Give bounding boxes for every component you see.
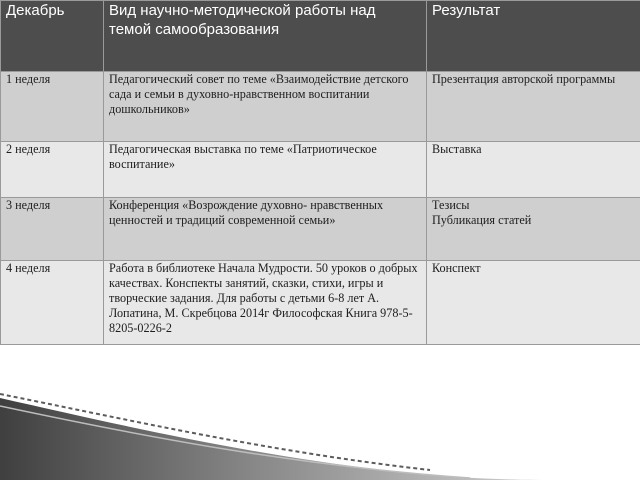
table-header-row (1, 1, 640, 72)
cell-period: 3 неделя (1, 198, 104, 261)
cell-period: 1 неделя (1, 72, 104, 142)
cell-activity: Педагогическая выставка по теме «Патриотическое воспитание» (104, 142, 427, 198)
result-line: Публикация статей (432, 213, 532, 227)
table-row (1, 198, 640, 261)
result-line: Выставка (432, 142, 482, 156)
result-line: Тезисы (432, 198, 470, 212)
cell-result (427, 198, 640, 261)
cell-period: 4 неделя (1, 261, 104, 345)
table-row (1, 72, 640, 142)
result-line: Конспект (432, 261, 481, 275)
result-line: Презентация авторской программы (432, 72, 616, 86)
decorative-swoosh (0, 380, 640, 480)
cell-result (427, 72, 640, 142)
cell-result (427, 261, 640, 345)
cell-activity: Педагогический совет по теме «Взаимодействие детского сада и семьи в духовно-нравственном воспитании дошкольников» (104, 72, 427, 142)
header-activity: Вид научно-методической работы над темой самообразования (104, 1, 427, 72)
header-period: Декабрь (1, 1, 104, 72)
cell-activity: Работа в библиотеке Начала Мудрости. 50 уроков о добрых качествах. Конспекты занятий, сказки, стихи, игры и творческие задания. Для работы с детьми 6-8 лет А. Лопатина, М. Скребцова 2014г Философская Книга 978-5-8205-0226-2 (104, 261, 427, 345)
cell-period: 2 неделя (1, 142, 104, 198)
table-row (1, 142, 640, 198)
table-row (1, 261, 640, 345)
cell-result (427, 142, 640, 198)
cell-activity: Конференция «Возрождение духовно- нравственных ценностей и традиций современной семьи» (104, 198, 427, 261)
header-result: Результат (427, 1, 640, 72)
